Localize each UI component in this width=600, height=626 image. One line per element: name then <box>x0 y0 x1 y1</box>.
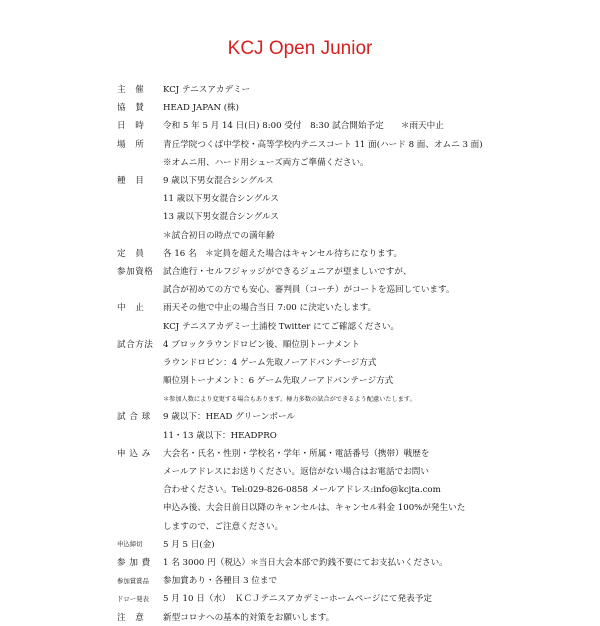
detail-row <box>117 517 587 535</box>
detail-row <box>117 226 587 244</box>
detail-row <box>117 589 587 607</box>
detail-value: 試合進行・セルフジャッジができるジュニアが望ましいですが、 <box>163 266 412 277</box>
detail-value: KCJ テニスアカデミー土浦校 Twitter にてご確認ください。 <box>163 321 400 332</box>
detail-value: ※オムニ用、ハード用シューズ両方ご準備ください。 <box>163 157 369 168</box>
detail-value: ＊参加人数により変更する場合もあります。極力多数の試合ができるよう配慮いたします。 <box>163 395 416 403</box>
detail-row <box>117 607 587 625</box>
detail-row <box>117 444 587 462</box>
detail-row <box>117 171 587 189</box>
detail-label: 協 賛 <box>117 103 145 114</box>
detail-label: ドロー発表 <box>117 594 149 603</box>
detail-value: HEAD JAPAN (株) <box>163 103 239 114</box>
detail-value: 13 歳以下男女混合シングルス <box>163 212 279 223</box>
detail-value: 令和 5 年 5 月 14 日(日) 8:00 受付 8:30 試合開始予定 ＊雨天中止 <box>163 121 444 132</box>
detail-value: 合わせください。Tel:029-826-0858 メールアドレス:info@kcjta.com <box>163 485 441 496</box>
detail-value: ラウンドロビン：4 ゲーム先取ノーアドバンテージ方式 <box>163 357 377 368</box>
detail-value: 5 月 5 日(金) <box>163 539 215 550</box>
detail-row <box>117 462 587 480</box>
detail-row <box>117 535 587 553</box>
details-list <box>117 80 587 626</box>
detail-value: 青丘学院つくば中学校・高等学校内テニスコート 11 面(ハード 8 面、オムニ 3 面) <box>163 139 483 150</box>
detail-label: 試 合 球 <box>117 412 151 423</box>
detail-label: 主 催 <box>117 85 145 96</box>
detail-value: 11・13 歳以下：HEADPRO <box>163 430 277 441</box>
detail-label: 種 目 <box>117 176 145 187</box>
detail-value: 順位別トーナメント：6 ゲーム先取ノーアドバンテージ方式 <box>163 376 394 387</box>
detail-value: KCJ テニスアカデミー <box>163 85 251 96</box>
detail-row <box>117 280 587 298</box>
detail-row <box>117 207 587 225</box>
detail-value: しますので、ご注意ください。 <box>163 521 284 532</box>
detail-value: 新型コロナへの基本的対策をお願いします。 <box>163 612 335 623</box>
detail-row <box>117 571 587 589</box>
detail-label: 定 員 <box>117 248 145 259</box>
detail-row <box>117 316 587 334</box>
detail-row <box>117 389 587 407</box>
page-title: KCJ Open Junior <box>227 38 373 59</box>
detail-value: 申込み後、大会日前日以降のキャンセルは、キャンセル料金 100%が発生いた <box>163 503 466 514</box>
detail-value: 各 16 名 ＊定員を超えた場合はキャンセル待ちになります。 <box>163 248 403 259</box>
detail-label: 試合方法 <box>117 339 154 350</box>
detail-row <box>117 189 587 207</box>
detail-label: 中 止 <box>117 303 145 314</box>
detail-row <box>117 426 587 444</box>
detail-label: 参加賞賞品 <box>117 576 149 585</box>
detail-value: ＊試合初日の時点での満年齢 <box>163 230 275 241</box>
detail-row <box>117 407 587 425</box>
detail-row <box>117 244 587 262</box>
detail-row <box>117 498 587 516</box>
detail-value: 9 歳以下：HEAD グリーンボール <box>163 412 295 423</box>
detail-label: 注 意 <box>117 612 145 623</box>
detail-row <box>117 553 587 571</box>
detail-row <box>117 262 587 280</box>
detail-row <box>117 80 587 98</box>
detail-value: 4 ブロックラウンドロビン後、順位別トーナメント <box>163 339 360 350</box>
detail-row <box>117 335 587 353</box>
detail-label: 日 時 <box>117 121 145 132</box>
detail-row <box>117 353 587 371</box>
detail-value: 大会名・氏名・性別・学校名・学年・所属・電話番号（携帯）戦歴を <box>163 448 430 459</box>
detail-value: 5 月 10 日（水） ＫＣＪテニスアカデミーホームページにて発表予定 <box>163 594 432 605</box>
detail-label: 申 込 み <box>117 448 151 459</box>
detail-row <box>117 480 587 498</box>
detail-row <box>117 135 587 153</box>
detail-label: 申込締切 <box>117 540 143 549</box>
detail-row <box>117 98 587 116</box>
detail-value: 試合が初めての方でも安心、審判員（コーチ）がコートを巡回しています。 <box>163 285 455 296</box>
detail-value: 1 名 3000 円（税込）＊当日大会本部で釣銭不要にてお支払いください。 <box>163 557 448 568</box>
detail-value: 参加賞あり・各種目 3 位まで <box>163 576 278 587</box>
detail-label: 参加資格 <box>117 266 154 277</box>
detail-row <box>117 298 587 316</box>
detail-value: 雨天その他で中止の場合当日 7:00 に決定いたします。 <box>163 303 377 314</box>
detail-row <box>117 371 587 389</box>
detail-label: 場 所 <box>117 139 145 150</box>
detail-row <box>117 153 587 171</box>
detail-value: 11 歳以下男女混合シングルス <box>163 194 279 205</box>
detail-row <box>117 116 587 134</box>
detail-value: メールアドレスにお送りください。返信がない場合はお電話でお問い <box>163 467 429 478</box>
detail-value: 9 歳以下男女混合シングルス <box>163 176 274 187</box>
detail-label: 参 加 費 <box>117 557 151 568</box>
